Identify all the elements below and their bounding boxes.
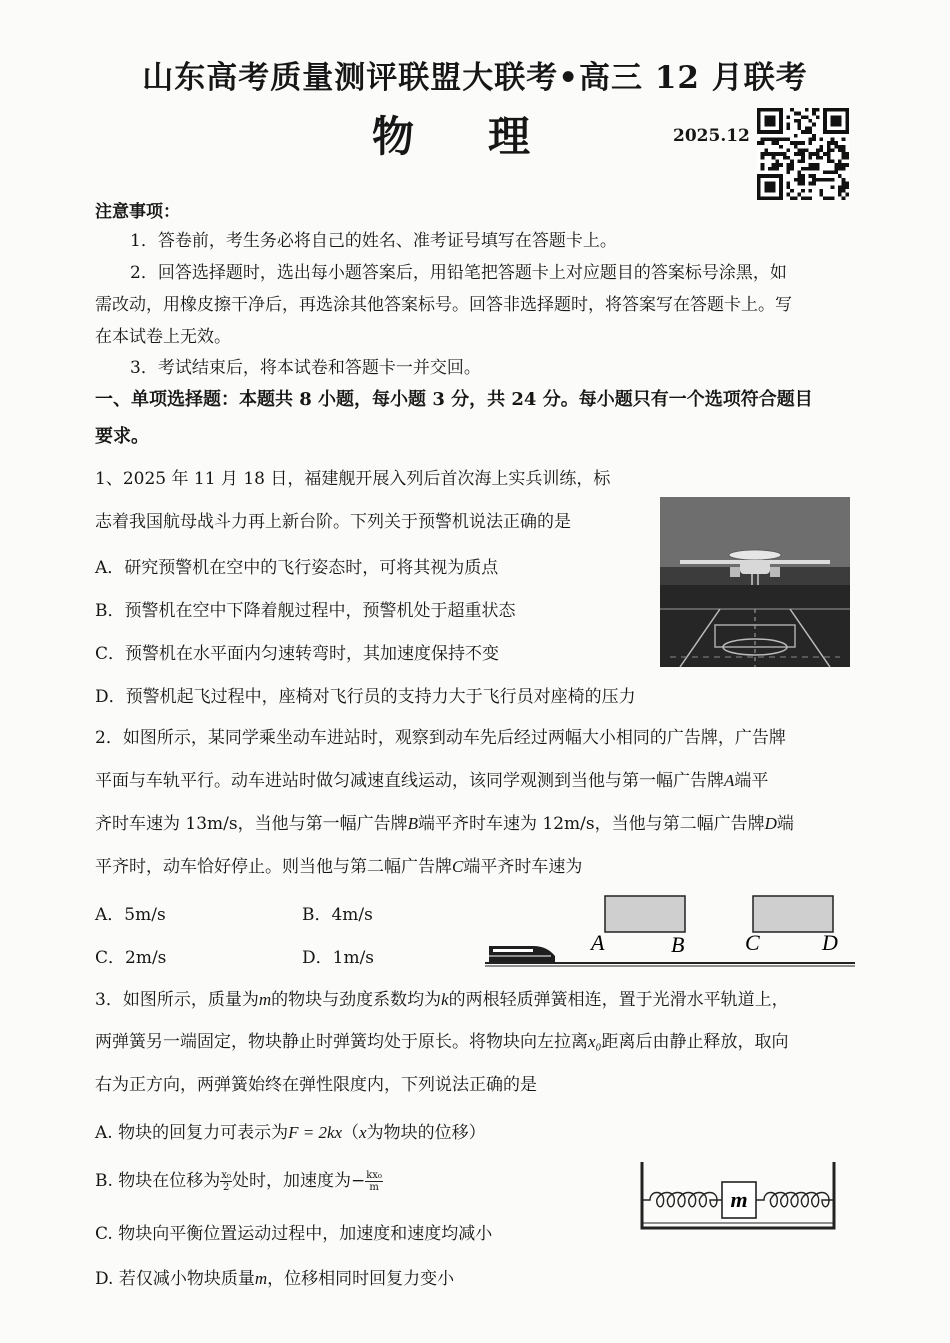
- q3-stem: 3．如图所示，质量为m的物块与劲度系数均为k的两根轻质弹簧相连，置于光滑水平轨道上，: [95, 990, 789, 1010]
- exam-date: 2025.12: [673, 126, 750, 146]
- billboard-1: [605, 896, 685, 932]
- fig-label-a: A: [591, 930, 605, 955]
- notice-item-2-cont: 需改动，用橡皮擦干净后，再选涂其他答案标号。回答非选择题时，将答案写在答题卡上。写: [95, 295, 792, 315]
- fig-label-b: B: [671, 932, 685, 957]
- spring-left-icon: [642, 1193, 722, 1207]
- spring-right-icon: [756, 1193, 834, 1207]
- q3-option-d: D. 若仅减小物块质量m，位移相同时回复力变小: [95, 1269, 455, 1289]
- notice-item-1: 1．答卷前，考生务必将自己的姓名、准考证号填写在答题卡上。: [130, 231, 617, 251]
- subject-char-2: 理: [488, 112, 535, 161]
- fraction-x0-over-2: $\frac{\text{x₀}}{2}$: [221, 1170, 231, 1193]
- q2-stem: 2．如图所示，某同学乘坐动车进站时，观察到动车先后经过两幅大小相同的广告牌，广告牌: [95, 728, 786, 748]
- q2-option-b: B．4m/s: [302, 905, 373, 925]
- q1-stem-cont: 志着我国航母战斗力再上新台阶。下列关于预警机说法正确的是: [95, 512, 571, 532]
- label-a: A: [724, 771, 735, 790]
- billboard-2: [753, 896, 833, 932]
- fig-label-d: D: [822, 930, 838, 955]
- var-k: k: [441, 990, 449, 1009]
- q1-option-b: B．预警机在空中下降着舰过程中，预警机处于超重状态: [95, 601, 516, 621]
- label-c: C: [452, 857, 464, 876]
- var-x0: x₀: [588, 1032, 602, 1051]
- subject-title: [372, 104, 534, 164]
- qr-code-icon: [757, 108, 849, 200]
- q3-option-c: C. 物块向平衡位置运动过程中，加速度和速度均减小: [95, 1224, 493, 1244]
- formula-restoring-force: F = 2kx: [288, 1123, 343, 1142]
- q2-stem-cont-3: 平齐时，动车恰好停止。则当他与第二幅广告牌C端平齐时车速为: [95, 857, 583, 877]
- section-heading-cont: 要求。: [95, 426, 149, 447]
- mass-label: m: [730, 1187, 748, 1212]
- q3-stem-cont-2: 右为正方向，两弹簧始终在弹性限度内，下列说法正确的是: [95, 1075, 537, 1095]
- exam-title: 山东高考质量测评联盟大联考•高三 12 月联考: [142, 60, 808, 96]
- notice-item-3: 3．考试结束后，将本试卷和答题卡一并交回。: [130, 358, 481, 378]
- train-icon: [489, 946, 555, 962]
- q1-option-d: D．预警机起飞过程中，座椅对飞行员的支持力大于飞行员对座椅的压力: [95, 687, 636, 707]
- fraction-kx0-over-m: $\frac{\text{kx₀}}{m}$: [366, 1170, 382, 1193]
- q2-train-figure: [485, 890, 855, 970]
- q2-option-a: A．5m/s: [95, 905, 166, 925]
- notice-item-2: 2．回答选择题时，选出每小题答案后，用铅笔把答题卡上对应题目的答案标号涂黑，如: [130, 263, 787, 283]
- q3-option-b: B. 物块在位移为 $\frac{\text{x₀}}{2}$ 处时，加速度为− $\frac{\text{kx₀}}{m}$: [95, 1170, 382, 1193]
- q2-option-c: C．2m/s: [95, 948, 167, 968]
- fig-label-c: C: [745, 930, 760, 955]
- var-m: m: [258, 990, 272, 1009]
- q2-option-d: D．1m/s: [302, 948, 375, 968]
- notice-item-2-end: 在本试卷上无效。: [95, 327, 231, 347]
- notice-heading: 注意事项：: [95, 202, 180, 222]
- q3-option-a: A. 物块的回复力可表示为F = 2kx（x为物块的位移）: [95, 1123, 486, 1143]
- subject-char-1: 物: [372, 112, 419, 161]
- q1-stem: 1、2025 年 11 月 18 日，福建舰开展入列后首次海上实兵训练，标: [95, 469, 611, 489]
- q3-spring-mass-figure: [638, 1160, 838, 1232]
- q2-stem-cont-1: 平面与车轨平行。动车进站时做匀减速直线运动，该同学观测到当他与第一幅广告牌A端平: [95, 771, 769, 791]
- section-heading: 一、单项选择题：本题共 8 小题，每小题 3 分，共 24 分。每小题只有一个选项符合题目: [95, 389, 813, 410]
- label-d: D: [764, 814, 777, 833]
- q1-option-c: C．预警机在水平面内匀速转弯时，其加速度保持不变: [95, 644, 500, 664]
- label-b: B: [407, 814, 418, 833]
- q2-stem-cont-2: 齐时车速为 13m/s，当他与第一幅广告牌B端平齐时车速为 12m/s，当他与第二幅广告牌D端: [95, 814, 794, 834]
- q1-airplane-photo: [660, 497, 850, 667]
- q1-option-a: A．研究预警机在空中的飞行姿态时，可将其视为质点: [95, 558, 499, 578]
- q3-stem-cont-1: 两弹簧另一端固定，物块静止时弹簧均处于原长。将物块向左拉离x₀距离后由静止释放，取向: [95, 1032, 789, 1052]
